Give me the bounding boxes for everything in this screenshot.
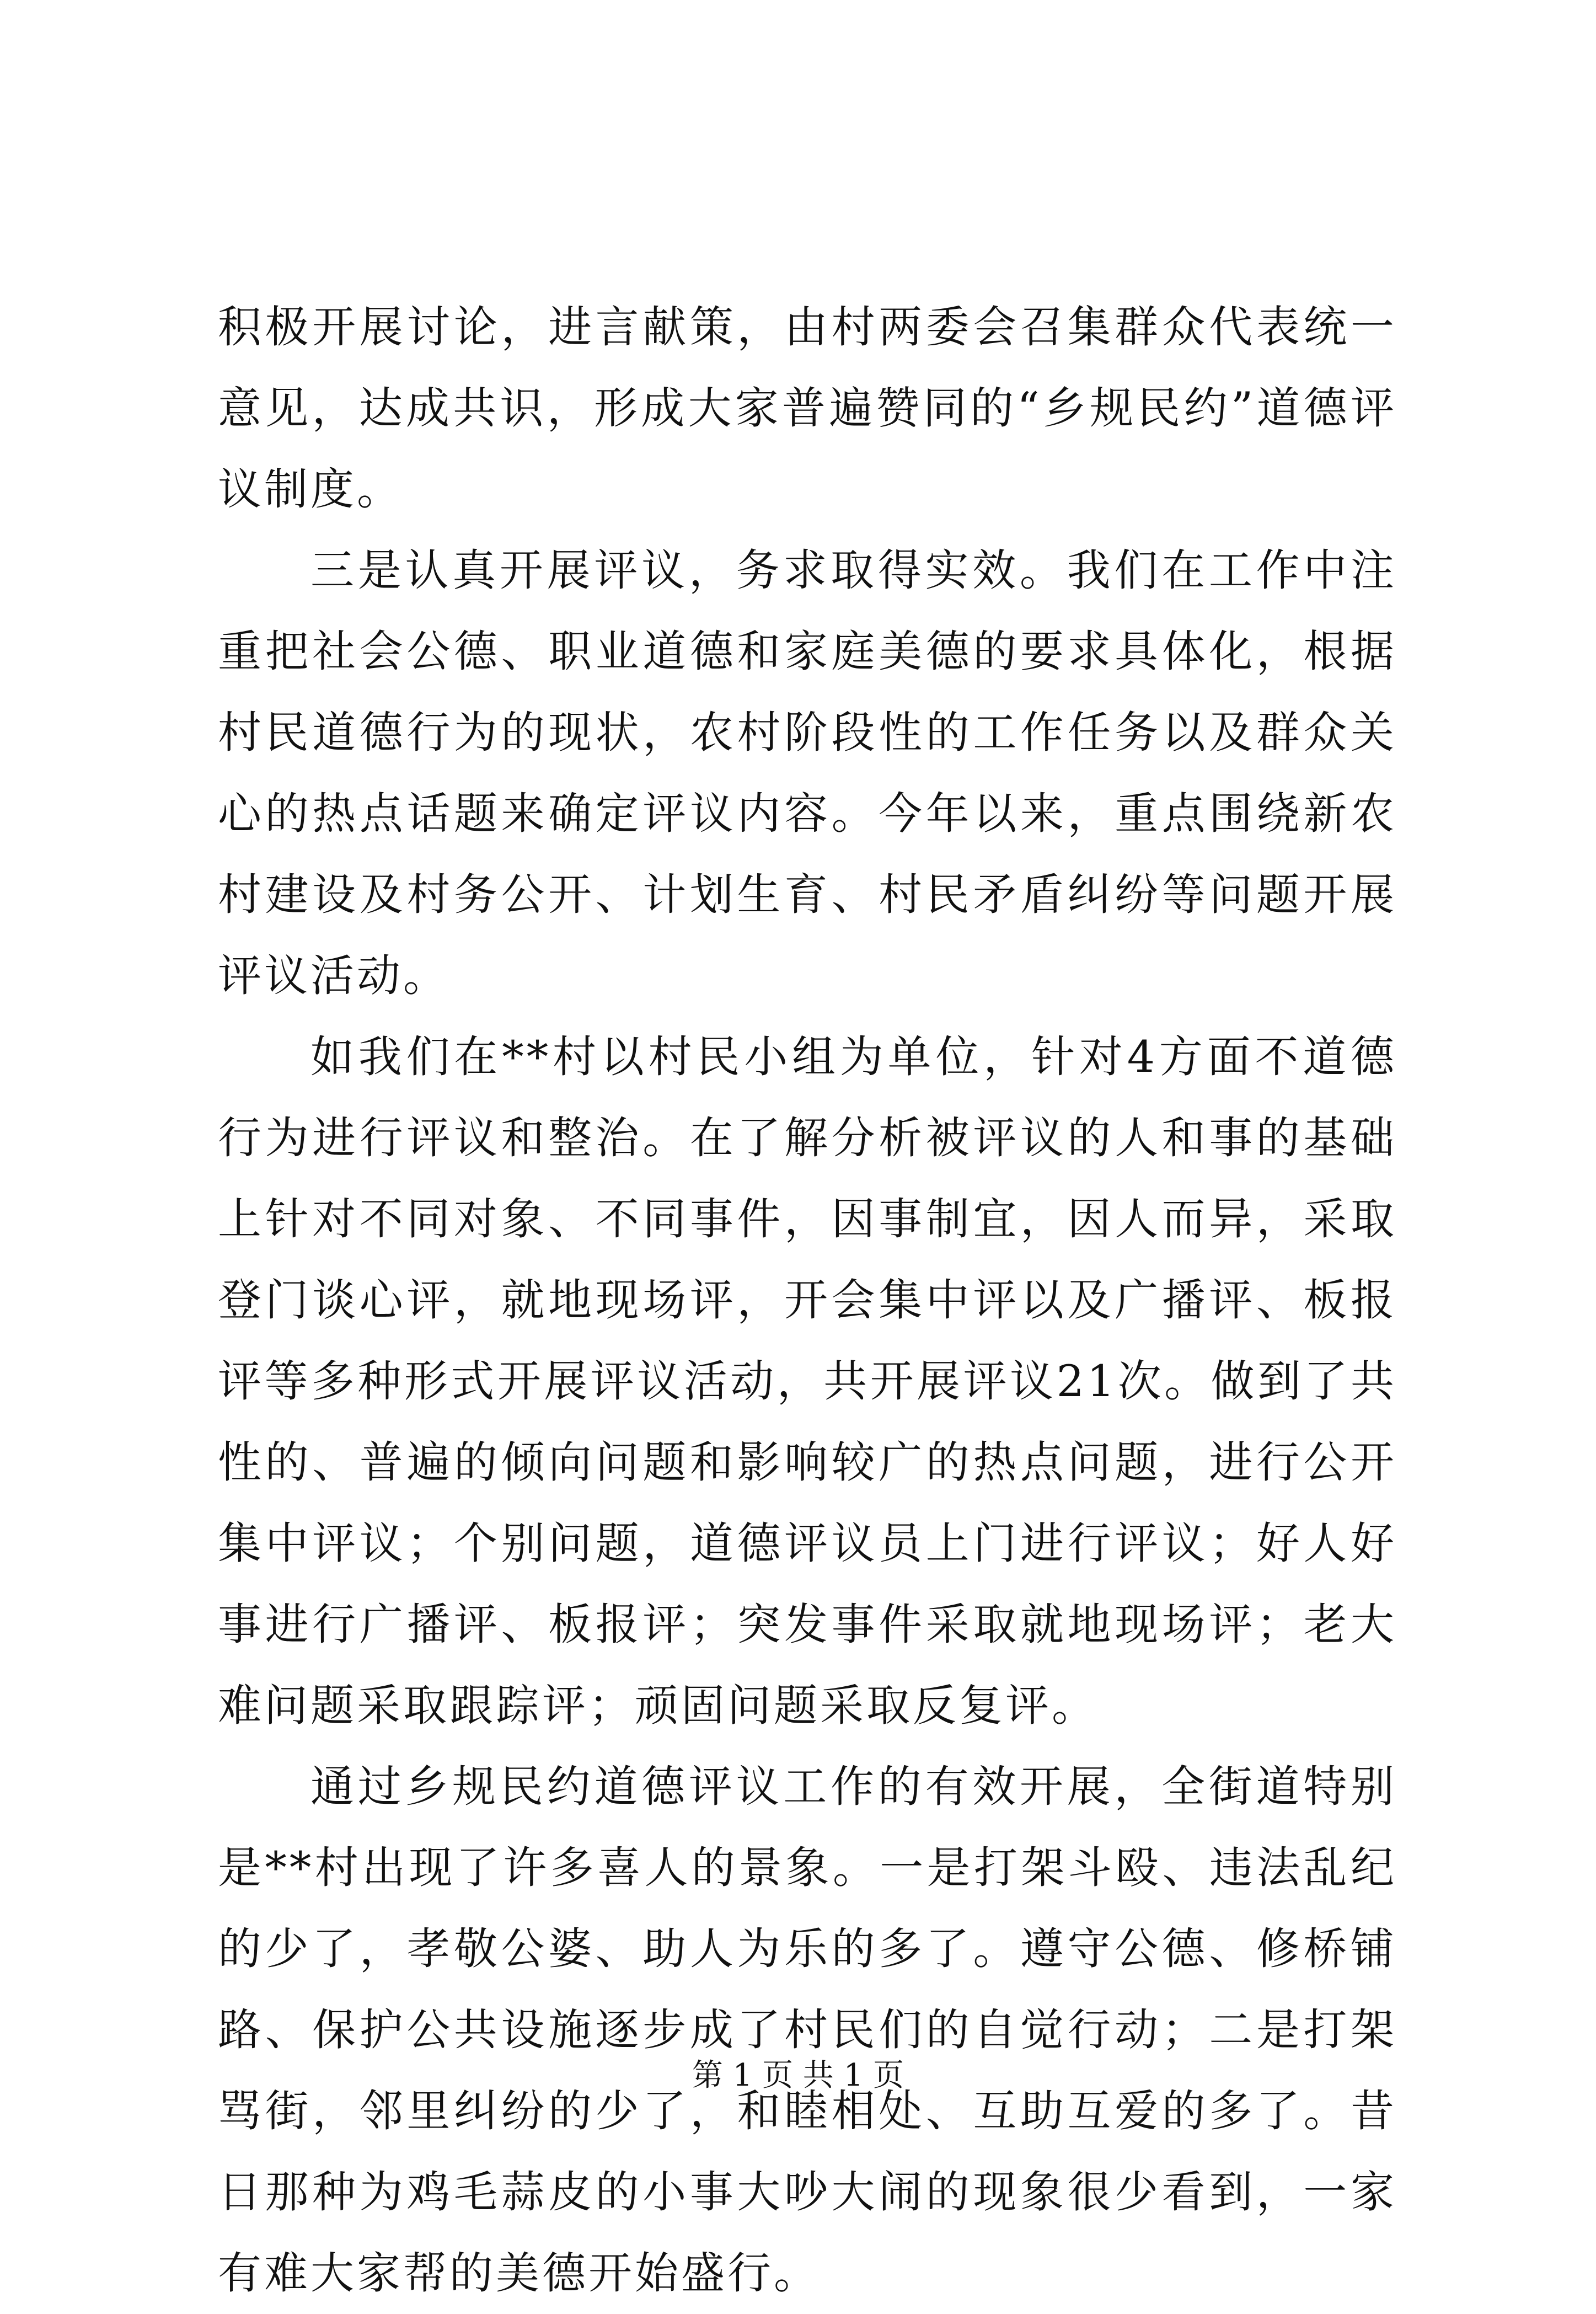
paragraph-3: 如我们在**村以村民小组为单位，针对4方面不道德行为进行评议和整治。在了解分析被评议的人和事的基础上针对不同对象、不同事件，因事制宜，因人而异，采取登门谈心评，就地现场评，开会集中评以及广播评、板报评等多种形式开展评议活动，共开展评议21次。做到了共性的、普遍的倾向问题和影响较广的热点问题，进行公开集中评议；个别问题，道德评议员上门进行评议；好人好事进行广播评、板报评；突发事件采取就地现场评；老大难问题采取跟踪评；顽固问题采取反复评。 <box>218 1032 1397 1731</box>
paragraph-1: 积极开展讨论，进言献策，由村两委会召集群众代表统一意见，达成共识，形成大家普遍赞同的“乡规民约”道德评议制度。 <box>218 302 1397 515</box>
paragraph-2: 三是认真开展评议，务求取得实效。我们在工作中注重把社会公德、职业道德和家庭美德的要求具体化，根据村民道德行为的现状，农村阶段性的工作任务以及群众关心的热点话题来确定评议内容。今年以来，重点围绕新农村建设及村务公开、计划生育、村民矛盾纠纷等问题开展评议活动。 <box>218 545 1397 1001</box>
paragraph-4: 通过乡规民约道德评议工作的有效开展，全街道特别是**村出现了许多喜人的景象。一是打架斗殴、违法乱纪的少了，孝敬公婆、助人为乐的多了。遵守公德、修桥铺路、保护公共设施逐步成了村民们的自觉行动；二是打架骂街，邻里纠纷的少了，和睦相处、互助互爱的多了。昔日那种为鸡毛蒜皮的小事大吵大闹的现象很少看到，一家有难大家帮的美德开始盛行。 <box>218 1761 1397 2299</box>
page-footer: 第 1 页 共 1 页 <box>692 2058 904 2093</box>
document-body <box>218 287 1397 2314</box>
